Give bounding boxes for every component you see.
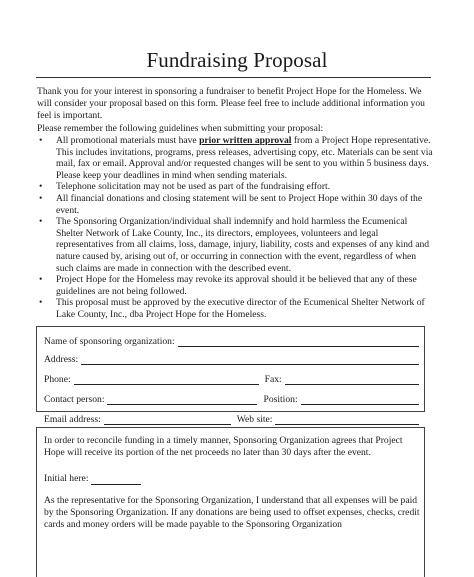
website-field[interactable] <box>275 415 419 425</box>
address-field[interactable] <box>81 355 419 365</box>
fax-label: Fax: <box>264 374 282 385</box>
reconcile-paragraph: In order to reconcile funding in a timely manner, Sponsoring Organization agrees that Project Hope will receive its portion of the net proceeds no later than 30 days after the event. <box>44 435 403 458</box>
guideline-item: • Project Hope for the Homeless may revoke its approval should it be believed that any of these guidelines are not being followed. <box>39 274 417 297</box>
initial-field[interactable] <box>91 475 141 485</box>
name-label: Name of sponsoring organization: <box>44 336 175 347</box>
name-field[interactable] <box>178 337 419 347</box>
website-label: Web site: <box>236 414 273 425</box>
position-field[interactable] <box>301 395 419 405</box>
representative-paragraph: As the representative for the Sponsoring Organization, I understand that all expenses will be paid by the Sponsoring Organization. If any donations are being used to offset expenses, checks, credit cards and money orders will be made payable to the Sponsoring Organization <box>44 495 420 530</box>
title-divider <box>36 77 431 78</box>
page-title: Fundraising Proposal <box>146 48 328 72</box>
bullet-icon: • <box>39 274 43 286</box>
email-row <box>44 413 419 425</box>
contact-field[interactable] <box>107 395 257 405</box>
agreement-box <box>36 427 425 577</box>
bullet-icon: • <box>39 192 43 204</box>
phone-row <box>44 373 419 385</box>
contact-label: Contact person: <box>44 394 105 405</box>
guideline-item: • All promotional materials must have prior written approval from a Project Hope representative. This includes invitations, programs, press releases, advertising copy, etc. Materials can be sent via mail, fax or email. Approval and/or requested changes will be sent to you within 5 business days. Please keep your deadlines in mind when sending materials. <box>39 135 433 181</box>
fax-field[interactable] <box>285 375 419 385</box>
address-label: Address: <box>44 354 79 365</box>
bullet-icon: • <box>39 297 43 309</box>
emphasis-text: prior written approval <box>199 135 292 146</box>
phone-label: Phone: <box>44 374 71 385</box>
contact-row <box>44 393 419 405</box>
guideline-item: • Telephone solicitation may not be used as part of the fundraising effort. <box>39 181 331 193</box>
position-label: Position: <box>263 394 298 405</box>
sponsor-info-box <box>36 326 425 425</box>
address-row <box>44 353 419 365</box>
initial-row <box>44 473 424 485</box>
bullet-icon: • <box>39 135 43 146</box>
email-label: Email address: <box>44 414 101 425</box>
phone-field[interactable] <box>74 375 259 385</box>
bullet-icon: • <box>39 181 43 193</box>
guidelines-heading: Please remember the following guidelines when submitting your proposal: <box>37 123 324 134</box>
guideline-item: • The Sponsoring Organization/individual shall indemnify and hold harmless the Ecumenical Shelter Network of Lake County, Inc., its directors, employees, volunteers and legal representatives from all claims, loss, damage, injury, liability, costs and expenses of any kind and nature caused by, arising out of, or occurring in connection with the event, regardless of when such claims are made in connection with the described event. <box>39 216 430 274</box>
bullet-icon: • <box>39 216 43 228</box>
guideline-item: • This proposal must be approved by the executive director of the Ecumenical Shelter Network of Lake County, Inc., dba Project Hope for the Homeless. <box>39 297 425 320</box>
intro-paragraph: Thank you for your interest in sponsoring a fundraiser to benefit Project Hope for the Homeless. We will consider your proposal based on this form. Please feel free to include additional information you feel is important. <box>37 86 425 121</box>
guidelines-list <box>37 135 435 321</box>
initial-label: Initial here: <box>44 473 89 484</box>
name-row <box>44 335 419 347</box>
email-field[interactable] <box>104 415 231 425</box>
guideline-item: • All financial donations and closing statement will be sent to Project Hope within 30 days of the event. <box>39 192 423 216</box>
